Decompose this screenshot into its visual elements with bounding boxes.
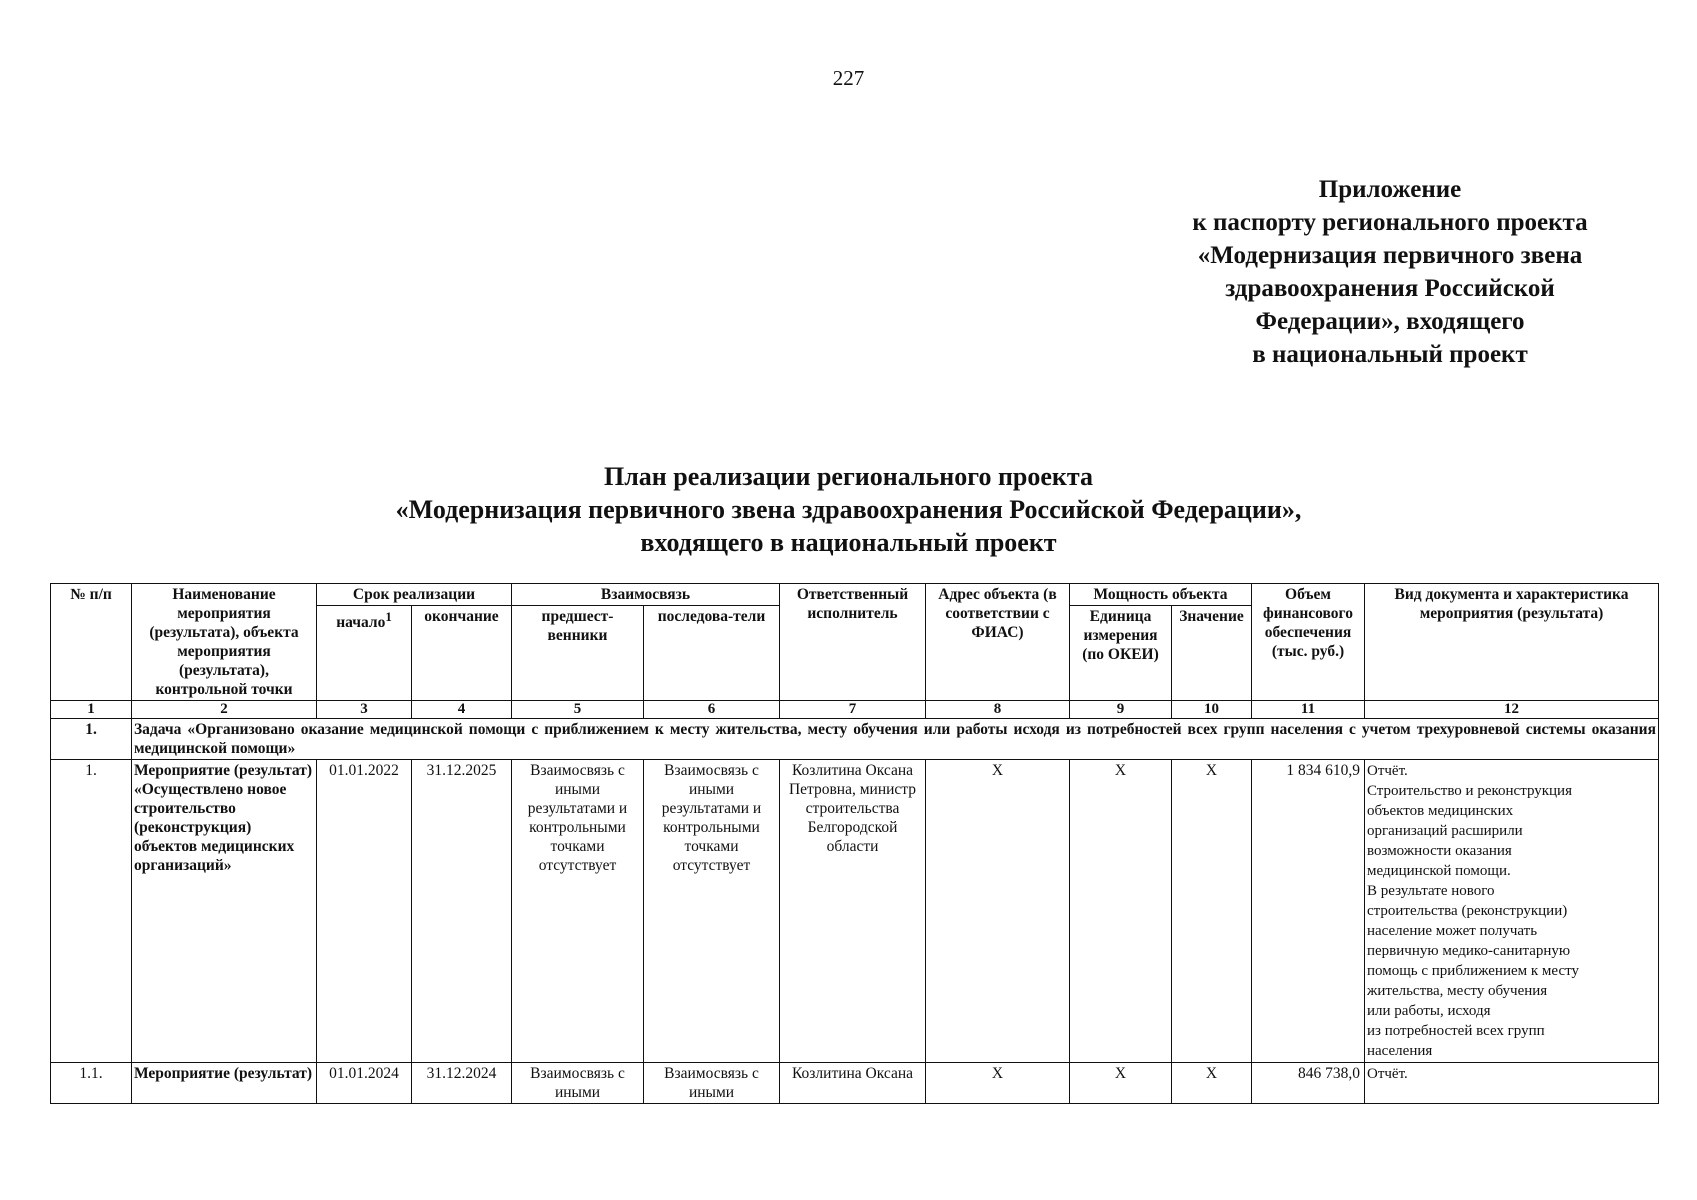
doc-line: или работы, исходя: [1367, 1003, 1491, 1019]
page-number: 227: [832, 66, 865, 90]
appendix-header: [1150, 173, 1630, 371]
plan-title: [0, 460, 1697, 559]
doc-line: первичную медико-санитарную: [1367, 943, 1571, 959]
doc-line: Отчёт.: [1367, 1066, 1408, 1082]
row-start: 01.01.2022: [317, 760, 412, 1063]
column-number: 7: [780, 701, 926, 719]
doc-line: возможности оказания: [1367, 843, 1512, 859]
appendix-line: в национальный проект: [1252, 341, 1528, 368]
row-unit: X: [1070, 1063, 1172, 1104]
row-num: 1.1.: [51, 1063, 132, 1104]
row-end: 31.12.2024: [412, 1063, 512, 1104]
table-row: [51, 1063, 1659, 1104]
header-executor: Ответственный исполнитель: [780, 584, 926, 701]
plan-title-line: План реализации регионального проекта: [604, 462, 1093, 491]
header-capacity: Мощность объекта: [1070, 584, 1252, 606]
row-successors: Взаимосвязь с иными результатами и контрольными точками отсутствует: [644, 760, 780, 1063]
column-number: 8: [926, 701, 1070, 719]
doc-line: Отчёт.: [1367, 763, 1408, 779]
row-doc: [1365, 760, 1659, 1063]
task-text: Задача «Организовано оказание медицинской помощи с приближением к месту жительства, месту обучения или работы исходя из потребностей всех групп населения с учетом трехуровневой системы оказания медицинской помощи»: [132, 719, 1659, 760]
row-name: Мероприятие (результат): [132, 1063, 317, 1104]
column-number: 1: [51, 701, 132, 719]
plan-table-wrapper: [50, 583, 1658, 1104]
column-number: 11: [1252, 701, 1365, 719]
row-executor: Козлитина Оксана Петровна, министр строительства Белгородской области: [780, 760, 926, 1063]
column-number: 2: [132, 701, 317, 719]
table-row: [51, 760, 1659, 1063]
plan-table: [50, 583, 1659, 1104]
plan-title-line: входящего в национальный проект: [640, 528, 1057, 557]
header-doc: Вид документа и характеристика мероприятия (результата): [1365, 584, 1659, 701]
doc-line: населения: [1367, 1043, 1433, 1059]
column-number: 4: [412, 701, 512, 719]
row-start: 01.01.2024: [317, 1063, 412, 1104]
row-predecessors: Взаимосвязь с иными результатами и контрольными точками отсутствует: [512, 760, 644, 1063]
appendix-line: здравоохранения Российской: [1225, 275, 1555, 302]
column-number: 9: [1070, 701, 1172, 719]
row-num: 1.: [51, 760, 132, 1063]
row-unit: X: [1070, 760, 1172, 1063]
doc-line: из потребностей всех групп: [1367, 1023, 1545, 1039]
doc-line: организаций расширили: [1367, 823, 1523, 839]
row-value: X: [1172, 760, 1252, 1063]
header-address: Адрес объекта (в соответствии с ФИАС): [926, 584, 1070, 701]
header-row-top: [51, 584, 1659, 606]
row-finance: 1 834 610,9: [1252, 760, 1365, 1063]
row-address: X: [926, 1063, 1070, 1104]
row-executor: Козлитина Оксана: [780, 1063, 926, 1104]
doc-line: жительства, месту обучения: [1367, 983, 1548, 999]
row-finance: 846 738,0: [1252, 1063, 1365, 1104]
column-number: 10: [1172, 701, 1252, 719]
header-num: № п/п: [51, 584, 132, 701]
row-name: Мероприятие (результат) «Осуществлено новое строительство (реконструкция) объектов медицинских организаций»: [132, 760, 317, 1063]
doc-line: объектов медицинских: [1367, 803, 1514, 819]
doc-line: помощь с приближением к месту: [1367, 963, 1579, 979]
task-num: 1.: [51, 719, 132, 760]
header-start-text: начало: [336, 614, 386, 632]
task-row: [51, 719, 1659, 760]
column-number: 3: [317, 701, 412, 719]
column-number-row: [51, 701, 1659, 719]
header-successors: последова-тели: [644, 606, 780, 701]
header-link: Взаимосвязь: [512, 584, 780, 606]
header-value: Значение: [1172, 606, 1252, 701]
header-end: окончание: [412, 606, 512, 701]
header-period: Срок реализации: [317, 584, 512, 606]
appendix-line: Приложение: [1318, 176, 1462, 203]
row-predecessors: Взаимосвязь с иными: [512, 1063, 644, 1104]
header-finance: Объем финансового обеспечения (тыс. руб.): [1252, 584, 1365, 701]
row-doc: [1365, 1063, 1659, 1104]
header-unit: Единица измерения (по ОКЕИ): [1070, 606, 1172, 701]
column-number: 12: [1365, 701, 1659, 719]
row-value: X: [1172, 1063, 1252, 1104]
row-successors: Взаимосвязь с иными: [644, 1063, 780, 1104]
doc-line: строительства (реконструкции): [1367, 903, 1568, 919]
row-address: X: [926, 760, 1070, 1063]
header-name: Наименование мероприятия (результата), объекта мероприятия (результата), контрольной точки: [132, 584, 317, 701]
plan-title-line: «Модернизация первичного звена здравоохранения Российской Федерации»,: [395, 495, 1302, 524]
column-number: 6: [644, 701, 780, 719]
doc-line: медицинской помощи.: [1367, 863, 1511, 879]
header-start: [317, 606, 412, 701]
header-start-footnote: 1: [385, 609, 392, 624]
doc-line: Строительство и реконструкция: [1367, 783, 1572, 799]
row-end: 31.12.2025: [412, 760, 512, 1063]
appendix-line: Федерации», входящего: [1255, 308, 1525, 335]
appendix-line: к паспорту регионального проекта: [1192, 209, 1588, 236]
doc-line: население может получать: [1367, 923, 1538, 939]
header-predecessors: предшест-венники: [512, 606, 644, 701]
appendix-line: «Модернизация первичного звена: [1197, 242, 1583, 269]
doc-line: В результате нового: [1367, 883, 1495, 899]
column-number: 5: [512, 701, 644, 719]
